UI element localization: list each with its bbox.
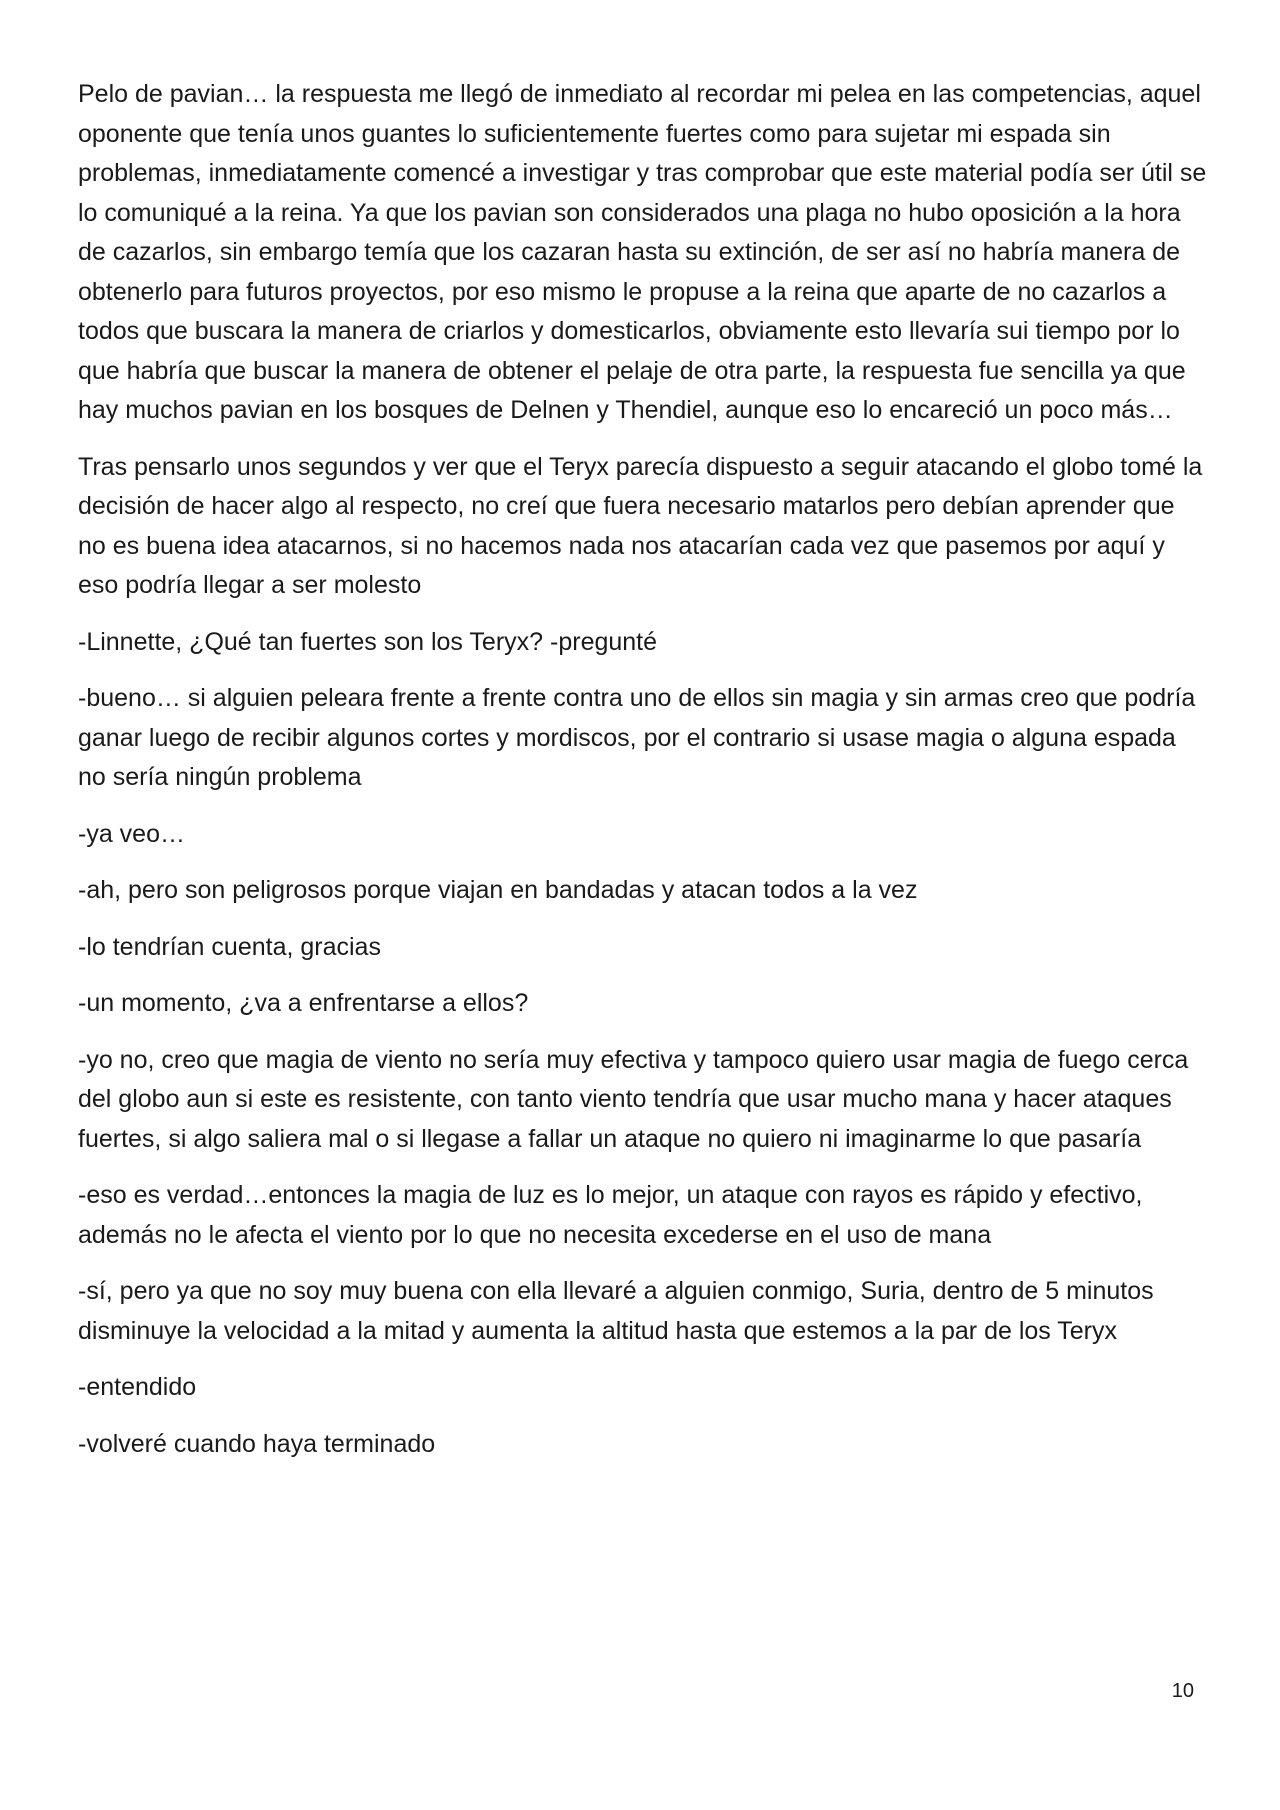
dialogue-line: -bueno… si alguien peleara frente a frente contra uno de ellos sin magia y sin armas creo que podría ganar luego de recibir algunos cortes y mordiscos, por el contrario si usase magia o alguna espada no sería ningún problema xyxy=(78,684,1196,791)
page-number: 10 xyxy=(1171,1680,1194,1702)
dialogue-line: -eso es verdad…entonces la magia de luz es lo mejor, un ataque con rayos es rápido y efectivo, además no le afecta el viento por lo que no necesita excederse en el uso de mana xyxy=(78,1181,1143,1249)
dialogue-line: -ah, pero son peligrosos porque viajan en bandadas y atacan todos a la vez xyxy=(78,876,918,904)
dialogue-line: -sí, pero ya que no soy muy buena con ella llevaré a alguien conmigo, Suria, dentro de 5 minutos disminuye la velocidad a la mitad y aumenta la altitud hasta que estemos a la par de los Teryx xyxy=(78,1277,1154,1345)
dialogue-line: -yo no, creo que magia de viento no sería muy efectiva y tampoco quiero usar magia de fuego cerca del globo aun si este es resistente, con tanto viento tendría que usar mucho mana y hacer ataques fuertes, si algo saliera mal o si llegase a fallar un ataque no quiero ni imaginarme lo que pasaría xyxy=(78,1045,1189,1153)
paragraph: Pelo de pavian… la respuesta me llegó de inmediato al recordar mi pelea en las competencias, aquel oponente que tenía unos guantes lo suficientemente fuertes como para sujetar mi espada sin problemas, inmediatamente comencé a investigar y tras comprobar que este material podía ser útil se lo comuniqué a la reina. Ya que los pavian son considerados una plaga no hubo oposición a la hora de cazarlos, sin embargo temía que los cazaran hasta su extinción, de ser así no habría manera de obtenerlo para futuros proyectos, por eso mismo le propuse a la reina que aparte de no cazarlos a todos que buscara la manera de criarlos y domesticarlos, obviamente esto llevaría sui tiempo por lo que habría que buscar la manera de obtener el pelaje de otra parte, la respuesta fue sencilla ya que hay muchos pavian en los bosques de Delnen y Thendiel, aunque eso lo encareció un poco más… xyxy=(78,80,1207,424)
document-body xyxy=(78,75,1208,1481)
dialogue-line: -un momento, ¿va a enfrentarse a ellos? xyxy=(78,989,529,1017)
dialogue-line: -volveré cuando haya terminado xyxy=(78,1429,436,1458)
dialogue-line: -lo tendrían cuenta, gracias xyxy=(78,932,381,961)
dialogue-line: -ya veo… xyxy=(78,819,185,848)
dialogue-line: -Linnette, ¿Qué tan fuertes son los Teryx? -pregunté xyxy=(78,627,658,656)
paragraph: Tras pensarlo unos segundos y ver que el Teryx parecía dispuesto a seguir atacando el globo tomé la decisión de hacer algo al respecto, no creí que fuera necesario matarlos pero debían aprender que no es buena idea atacarnos, si no hacemos nada nos atacarían cada vez que pasemos por aquí y eso podría llegar a ser molesto xyxy=(78,452,1203,599)
dialogue-line: -entendido xyxy=(78,1373,197,1401)
